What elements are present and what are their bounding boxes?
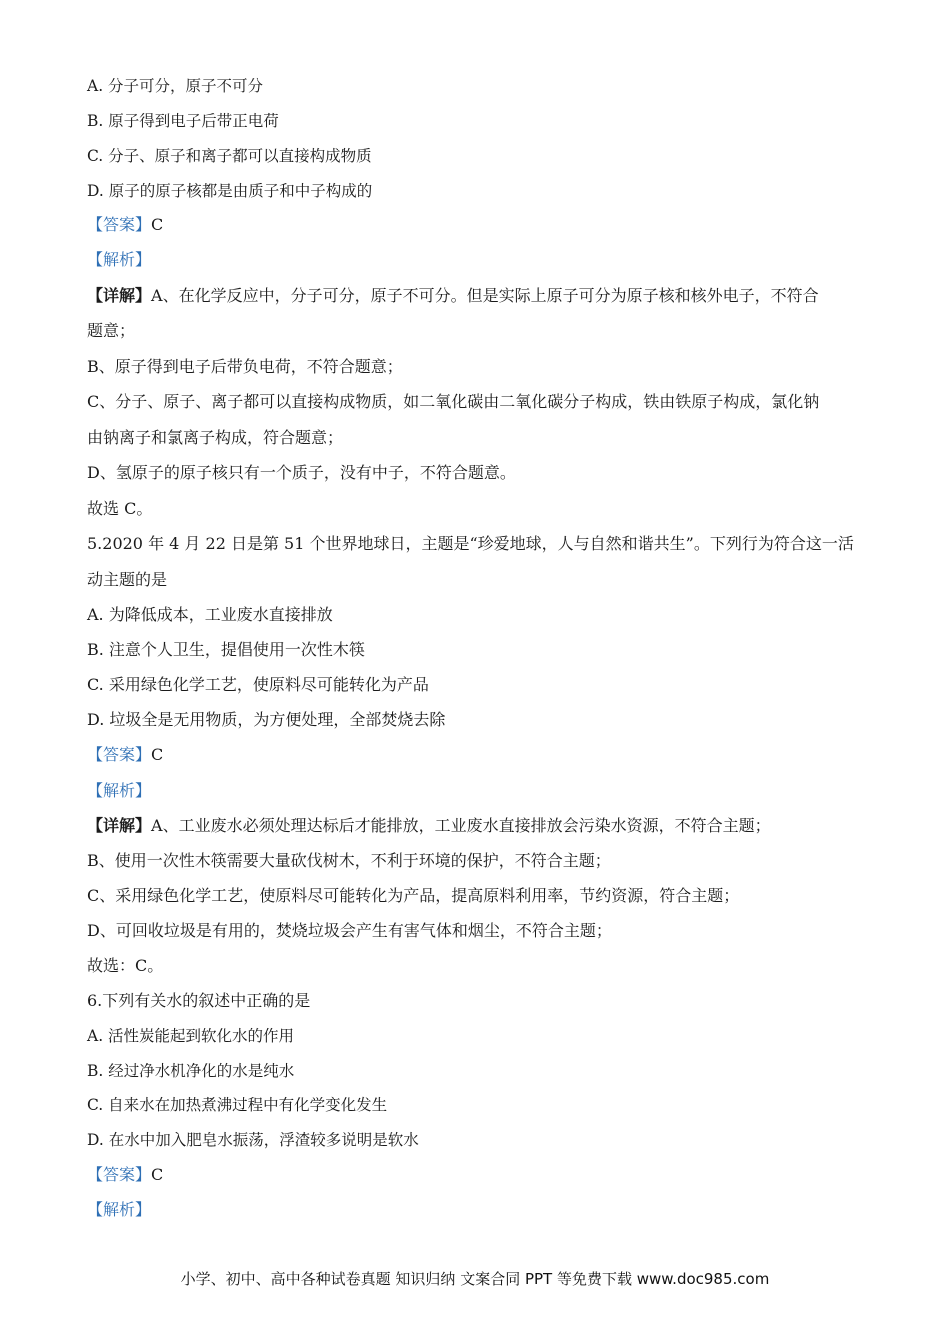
option-d: D. 在水中加入肥皂水振荡，浮渣较多说明是软水 — [87, 1131, 419, 1149]
detail-text: A、工业废水必须处理达标后才能排放，工业废水直接排放会污染水资源，不符合主题； — [151, 816, 771, 835]
option-b: B. 原子得到电子后带正电荷 — [87, 112, 279, 130]
question-stem: 5.2020 年 4 月 22 日是第 51 个世界地球日，主题是“珍爱地球，人与自然和谐共生”。下列行为符合这一活 — [87, 534, 854, 553]
option-c: C. 自来水在加热煮沸过程中有化学变化发生 — [87, 1096, 388, 1114]
answer-value: C — [151, 215, 164, 234]
option-d: D. 垃圾全是无用物质，为方便处理，全部焚烧去除 — [87, 710, 446, 729]
option-a: A. 分子可分，原子不可分 — [87, 77, 264, 95]
analysis-label: 【解析】 — [87, 781, 152, 800]
detail-line: C、采用绿色化学工艺，使原料尽可能转化为产品，提高原料利用率，节约资源，符合主题； — [87, 886, 740, 905]
detail-line — [87, 815, 890, 837]
answer-value: C — [151, 745, 164, 764]
analysis-label: 【解析】 — [87, 1200, 152, 1219]
option-c: C. 采用绿色化学工艺，使原料尽可能转化为产品 — [87, 675, 429, 694]
answer-line — [87, 744, 890, 766]
detail-line: D、氢原子的原子核只有一个质子，没有中子，不符合题意。 — [87, 463, 516, 482]
answer-label: 【答案】 — [87, 1165, 152, 1184]
detail-line — [87, 285, 890, 307]
answer-value: C — [151, 1165, 164, 1184]
option-a: A. 活性炭能起到软化水的作用 — [87, 1027, 295, 1045]
detail-label: 【详解】 — [87, 286, 152, 305]
detail-line: 由钠离子和氯离子构成，符合题意； — [87, 428, 344, 447]
answer-line — [87, 1164, 890, 1186]
question-stem: 动主题的是 — [87, 570, 168, 589]
detail-line: B、使用一次性木筷需要大量砍伐树木，不利于环境的保护，不符合主题； — [87, 851, 611, 870]
option-b: B. 经过净水机净化的水是纯水 — [87, 1062, 295, 1080]
analysis-label: 【解析】 — [87, 250, 152, 269]
detail-label: 【详解】 — [87, 816, 152, 835]
option-c: C. 分子、原子和离子都可以直接构成物质 — [87, 147, 372, 165]
answer-label: 【答案】 — [87, 745, 152, 764]
conclusion: 故选：C。 — [87, 956, 164, 975]
option-d: D. 原子的原子核都是由质子和中子构成的 — [87, 182, 373, 200]
detail-line: 题意； — [87, 321, 136, 340]
detail-line: B、原子得到电子后带负电荷，不符合题意； — [87, 357, 403, 376]
option-a: A. 为降低成本，工业废水直接排放 — [87, 605, 333, 624]
option-b: B. 注意个人卫生，提倡使用一次性木筷 — [87, 640, 365, 659]
answer-label: 【答案】 — [87, 215, 152, 234]
detail-line: D、可回收垃圾是有用的，焚烧垃圾会产生有害气体和烟尘，不符合主题； — [87, 921, 612, 940]
detail-line: C、分子、原子、离子都可以直接构成物质，如二氧化碳由二氧化碳分子构成，铁由铁原子构成，氯化钠 — [87, 392, 820, 411]
answer-line — [87, 214, 890, 236]
question-stem: 6.下列有关水的叙述中正确的是 — [87, 991, 311, 1010]
page-footer: 小学、初中、高中各种试卷真题 知识归纳 文案合同 PPT 等免费下载 www.doc985.com — [180, 1270, 770, 1288]
detail-text: A、在化学反应中，分子可分，原子不可分。但是实际上原子可分为原子核和核外电子，不符合 — [151, 286, 819, 305]
conclusion: 故选 C。 — [87, 499, 153, 518]
